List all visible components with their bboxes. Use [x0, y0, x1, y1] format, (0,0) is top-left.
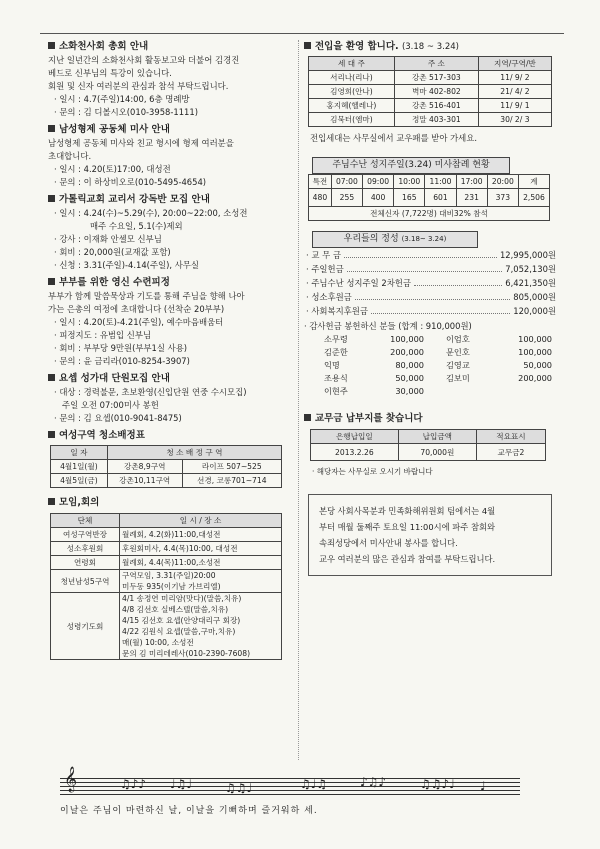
- table-row: [51, 528, 282, 542]
- column-header: 납입금액: [398, 430, 476, 444]
- table-cell: 여성구역반장: [51, 528, 120, 542]
- info-line: · 회비 : 20,000원(교재값 포함): [54, 247, 171, 257]
- section-title: 소화천사회 총회 안내: [48, 40, 292, 54]
- donor-name: 조용식: [324, 373, 348, 383]
- table-cell: 선경, 코롱701~714: [182, 474, 281, 488]
- meetings-table: [50, 513, 282, 660]
- left-column: [48, 40, 292, 664]
- table-cell: 성소후원회: [51, 542, 120, 556]
- table-cell: 서리나(리나): [309, 71, 395, 85]
- column-header: 세 대 주: [309, 57, 395, 71]
- note-icon: ♫♪♪: [120, 777, 147, 791]
- info-line: · 회비 : 부부당 9만원(부부1실 사용): [54, 343, 188, 353]
- info-line: 주일 오전 07:00미사 봉헌: [62, 400, 159, 410]
- section-choir: [48, 372, 292, 425]
- donor-name: 소무령: [324, 334, 348, 344]
- table-cell: [120, 556, 282, 570]
- info-line: · 강사 : 이재화 안셀모 신부님: [54, 234, 162, 244]
- info-line: · 문의 : 이 하상비오로(010-5495-4654): [54, 177, 207, 187]
- cell-line: 4/15 김선호 요셉(안양대리구 회장): [122, 616, 241, 625]
- table-cell: [120, 528, 282, 542]
- body-line: 베드로 신부님의 특강이 있습니다.: [48, 68, 172, 78]
- cleaning-table: [50, 445, 282, 488]
- table-cell: 청년남성5구역: [51, 570, 120, 593]
- donor-name: 김영교: [446, 360, 470, 370]
- newcomers-table: [308, 56, 552, 127]
- notice-line: 본당 사회사목분과 민족화해위원회 팀에서는 4월: [319, 506, 496, 516]
- donor-name: 이현주: [324, 386, 348, 396]
- table-row: [51, 593, 282, 660]
- right-column: [304, 40, 556, 576]
- section-sohwa: [48, 40, 292, 119]
- table-cell: 165: [394, 189, 425, 207]
- table-cell: 21/ 4/ 2: [478, 85, 551, 99]
- section-meetings: [48, 496, 292, 660]
- treble-clef-icon: 𝄞: [64, 767, 78, 792]
- staff-line: [60, 794, 520, 795]
- offering-row: [306, 248, 556, 262]
- offering-amount: 7,052,130원: [505, 264, 556, 274]
- note-icon: ♩: [480, 779, 486, 793]
- column-header: 적요표시: [476, 430, 545, 444]
- table-cell: 11/ 9/ 2: [478, 71, 551, 85]
- body-line: 남성형제 공동체 미사와 친교 형시에 형제 여러분을: [48, 138, 234, 148]
- table-cell: 연령회: [51, 556, 120, 570]
- offering-label: · 사회복지후원금: [306, 306, 368, 316]
- section-title: 여성구역 청소배정표: [48, 429, 292, 443]
- table-cell: 231: [456, 189, 487, 207]
- donor-name: 익명: [324, 360, 340, 370]
- table-cell: 30/ 2/ 3: [478, 113, 551, 127]
- note-icon: ♩♫♩: [170, 777, 193, 791]
- table-cell: 강촌 516-401: [394, 99, 478, 113]
- column-header: 09:00: [363, 175, 394, 189]
- table-cell: 김영희(안나): [309, 85, 395, 99]
- section-title: 남성형제 공동체 미사 안내: [48, 123, 292, 137]
- info-line: · 신청 : 3.31(주일)-4.14(주일), 사무실: [54, 260, 199, 270]
- info-line: · 일시 : 4.24(수)~5.29(수), 20:00~22:00, 소성전: [54, 208, 248, 218]
- offering-row: [306, 290, 556, 304]
- dot-leader: [355, 290, 510, 300]
- table-row: [51, 556, 282, 570]
- body-line: 지난 일년간의 소화천사회 활동보고와 더불어 김경진: [48, 55, 240, 65]
- table-header-row: [309, 175, 550, 189]
- cell-line: 4/22 김원식 요셉(말씀,구마,치유): [122, 627, 236, 636]
- section-title: 전입을 환영 합니다. (3.18 ~ 3.24): [304, 40, 556, 54]
- note-icon: ♫♫♪♩: [420, 777, 455, 791]
- notice-line: 부터 매월 둘째주 토요일 11:00시에 파주 참회와: [319, 522, 495, 532]
- offering-amount: 6,421,350원: [505, 278, 556, 288]
- body-line: 가는 은총의 여정에 초대합니다 (선착순 20부부): [48, 304, 225, 314]
- top-rule: [40, 33, 564, 34]
- table-cell: 라이프 507~525: [182, 460, 281, 474]
- donor-name: 문인호: [446, 347, 470, 357]
- offering-label: · 성소후원금: [306, 292, 352, 302]
- cell-line: 후원회미사, 4.4(목)10:00, 대성전: [122, 544, 238, 553]
- offering-amount: 805,000원: [513, 292, 556, 302]
- donor-amount: [480, 385, 552, 398]
- bullet-square-icon: [304, 42, 311, 49]
- body-line: 부부가 함께 말씀묵상과 기도를 통해 주님을 향해 나아: [48, 291, 245, 301]
- column-header: 11:00: [425, 175, 456, 189]
- cell-line: 4/8 김선호 실베스텔(말씀,치유): [122, 605, 229, 614]
- column-header: 일 시 / 장 소: [120, 514, 282, 528]
- table-cell: 강촌8,9구역: [107, 460, 182, 474]
- bullet-square-icon: [48, 278, 55, 285]
- body-line: 초대합니다.: [48, 151, 92, 161]
- thanks-line: · 감사헌금 봉헌하신 분들 (합계 : 910,000원): [304, 321, 472, 331]
- offering-row: [306, 304, 556, 318]
- notice-box: [308, 494, 552, 576]
- table-row: [51, 474, 282, 488]
- table-row: [51, 542, 282, 556]
- section-title: 가톨릭교회 교리서 강독반 모집 안내: [48, 193, 292, 207]
- table-cell: 2,506: [518, 189, 549, 207]
- table-row: [51, 570, 282, 593]
- dot-leader: [344, 248, 497, 258]
- table-cell: 70,000원: [398, 444, 476, 461]
- column-header: 일 자: [51, 446, 108, 460]
- cell-line: 문의 김 미리데레사(010-2390-7608): [122, 649, 251, 658]
- donor-amount: 80,000: [395, 360, 424, 370]
- table-cell: 2013.2.26: [311, 444, 399, 461]
- note-icon: ♫♫♩: [225, 781, 253, 795]
- offering-row: [306, 276, 556, 290]
- offering-amount: 12,995,000원: [499, 250, 556, 260]
- info-line: · 문의 : 김 디볼시오(010-3958-1111): [54, 107, 198, 117]
- table-cell: 정말 403-301: [394, 113, 478, 127]
- tithe-note: · 해당자는 사무실로 오시기 바랍니다: [312, 467, 433, 476]
- table-header-row: [51, 514, 282, 528]
- column-header: 계: [518, 175, 549, 189]
- dot-leader: [414, 276, 502, 286]
- bullet-square-icon: [48, 374, 55, 381]
- section-title: 교무금 납부지를 찾습니다: [304, 412, 556, 426]
- donor-name: 김보미: [446, 373, 470, 383]
- donor-amount: 50,000: [523, 360, 552, 370]
- bullet-square-icon: [48, 431, 55, 438]
- column-header: 07:00: [331, 175, 362, 189]
- table-cell: [120, 570, 282, 593]
- bullet-square-icon: [48, 42, 55, 49]
- table-cell: 홍지혜(헬레나): [309, 99, 395, 113]
- donor-name: 김준한: [324, 347, 348, 357]
- table-cell: [120, 542, 282, 556]
- bullet-square-icon: [304, 414, 311, 421]
- table-row: [309, 99, 552, 113]
- table-cell: 성령기도회: [51, 593, 120, 660]
- info-line: · 문의 : 김 요셉(010-9041-8475): [54, 413, 182, 423]
- donor-amount: 100,000: [518, 334, 552, 344]
- table-cell: 4월5일(금): [51, 474, 108, 488]
- offering-label: · 주님수난 성지주일 2차헌금: [306, 278, 411, 288]
- cell-line: 월례회, 4.4(목)11:00,소성전: [122, 558, 221, 567]
- info-line: · 일시 : 4.7(주일)14:00, 6층 명례방: [54, 94, 190, 104]
- newcomers-note: 전입세대는 사무실에서 교우패를 받아 가세요.: [310, 133, 478, 143]
- table-row: [309, 189, 550, 207]
- note-icon: ♪♫♪: [360, 775, 387, 789]
- table-cell: 4월1일(월): [51, 460, 108, 474]
- table-row: [309, 71, 552, 85]
- column-header: 청 소 배 정 구 역: [107, 446, 281, 460]
- column-header: 17:00: [456, 175, 487, 189]
- donor-name: 이엄호: [446, 334, 470, 344]
- column-header: 주 소: [394, 57, 478, 71]
- table-cell: [120, 593, 282, 660]
- offering-row: [306, 262, 556, 276]
- table-cell: 벽마 402-802: [394, 85, 478, 99]
- table-cell: 김묵터(엠마): [309, 113, 395, 127]
- donor-grid: [304, 333, 556, 398]
- info-line: · 일시 : 4.20(토)-4.21(주일), 예수마음배움터: [54, 317, 224, 327]
- table-cell: 255: [331, 189, 362, 207]
- info-line: · 대상 : 경력불문, 초보환영(신입단원 연중 수시모집): [54, 387, 247, 397]
- note-icon: ♫♩♫: [300, 777, 328, 791]
- table-cell: 373: [487, 189, 518, 207]
- dot-leader: [347, 262, 503, 272]
- cell-line: 미두동 935(이기남 가브리엘): [122, 582, 221, 591]
- info-line: · 일시 : 4.20(토)17:00, 대성전: [54, 164, 171, 174]
- dot-leader: [371, 304, 510, 314]
- cell-line: 월례회, 4.2(화)11:00,대성전: [122, 530, 221, 539]
- table-header-row: [311, 430, 546, 444]
- column-header: 단체: [51, 514, 120, 528]
- table-row: [51, 460, 282, 474]
- column-header: 10:00: [394, 175, 425, 189]
- attendance-total: 전체신자 (7,722명) 대비32% 참석: [309, 207, 550, 221]
- section-title: 부부를 위한 영신 수련피정: [48, 276, 292, 290]
- donor-amount: 100,000: [518, 347, 552, 357]
- donor-amount: 50,000: [395, 373, 424, 383]
- donor-amount: 200,000: [390, 347, 424, 357]
- column-header: 특전: [309, 175, 332, 189]
- cell-line: 4/1 송정연 미리암(맛다)(말씀,치유): [122, 594, 242, 603]
- table-row: [309, 207, 550, 221]
- table-cell: 11/ 9/ 1: [478, 99, 551, 113]
- column-header: 은행납입일: [311, 430, 399, 444]
- table-cell: 480: [309, 189, 332, 207]
- table-row: [311, 444, 546, 461]
- section-cleaning: [48, 429, 292, 488]
- table-cell: 교무금2: [476, 444, 545, 461]
- donor-amount: 200,000: [518, 373, 552, 383]
- section-catechism: [48, 193, 292, 272]
- table-cell: 601: [425, 189, 456, 207]
- bullet-square-icon: [48, 195, 55, 202]
- donor-name: [430, 385, 480, 398]
- table-row: [309, 85, 552, 99]
- section-title: 요셉 성가대 단원모집 안내: [48, 372, 292, 386]
- table-cell: 400: [363, 189, 394, 207]
- table-header-row: [51, 446, 282, 460]
- period-text: (3.18 ~ 3.24): [401, 42, 459, 52]
- column-divider: [298, 40, 299, 760]
- section-title: 모임,회의: [48, 496, 292, 510]
- column-header: 지역/구역/반: [478, 57, 551, 71]
- offering-title: 우리들의 정성 (3.18~ 3.24): [312, 231, 478, 248]
- table-cell: 강촌 517-303: [394, 71, 478, 85]
- offering-label: · 주일헌금: [306, 264, 344, 274]
- cell-line: 구역모임, 3.31(주일)20:00: [122, 571, 216, 580]
- body-line: 회원 및 신자 여러분의 관심과 참석 부탁드립니다.: [48, 81, 229, 91]
- section-men-mass: [48, 123, 292, 189]
- cell-line: 매(월) 10:00, 소성전: [122, 638, 194, 647]
- bullet-square-icon: [48, 125, 55, 132]
- donor-amount: 30,000: [395, 386, 424, 396]
- offering-list: [304, 248, 556, 318]
- info-line: · 피정지도 : 유범입 신부님: [54, 330, 152, 340]
- info-line: 매주 수요일, 5.1(수)제외: [90, 221, 183, 231]
- section-tithe-search: [304, 412, 556, 478]
- bullet-square-icon: [48, 498, 55, 505]
- hymn-lyric: 이날은 주님이 마련하신 날, 이날을 기뻐하며 즐거워하 세.: [60, 806, 318, 816]
- section-retreat: [48, 276, 292, 368]
- section-newcomers: [304, 40, 556, 145]
- table-cell: 강촌10,11구역: [107, 474, 182, 488]
- tithe-table: [310, 429, 546, 461]
- attendance-title: 주님수난 성지주일(3.24) 미사참례 현황: [312, 157, 510, 174]
- notice-line: 속죄성당에서 미사안내 봉사를 합니다.: [319, 538, 458, 548]
- donor-amount: 100,000: [390, 334, 424, 344]
- attendance-table: [308, 174, 550, 221]
- offering-amount: 120,000원: [513, 306, 556, 316]
- notice-line: 교우 여러분의 많은 관심과 참여를 부탁드립니다.: [319, 554, 496, 564]
- column-header: 20:00: [487, 175, 518, 189]
- table-header-row: [309, 57, 552, 71]
- offering-label: · 교 무 금: [306, 250, 341, 260]
- table-row: [309, 113, 552, 127]
- info-line: · 문의 : 윤 금리라(010-8254-3907): [54, 356, 190, 366]
